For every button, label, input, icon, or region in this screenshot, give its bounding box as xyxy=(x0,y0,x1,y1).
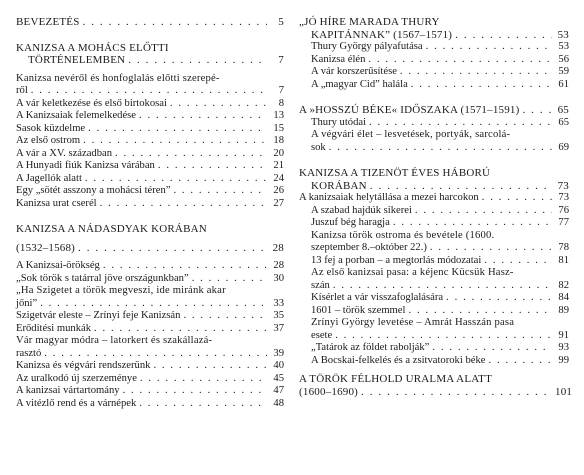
leader-dots xyxy=(173,185,267,198)
toc-item[interactable] xyxy=(299,117,569,130)
leader-dots xyxy=(44,348,267,361)
toc-item-title: „Tatárok az földet rabolják” xyxy=(311,342,430,353)
toc-item[interactable] xyxy=(16,385,284,398)
toc-item[interactable] xyxy=(16,160,284,173)
toc-chapter-mohacs[interactable] xyxy=(16,54,284,67)
leader-dots xyxy=(411,79,552,92)
toc-item[interactable] xyxy=(299,54,569,67)
page-number: 47 xyxy=(273,385,284,396)
toc-chapter-hosszu-beke[interactable] xyxy=(299,104,569,117)
toc-item[interactable] xyxy=(16,198,284,211)
toc-item[interactable] xyxy=(299,192,569,205)
toc-item[interactable] xyxy=(299,41,569,54)
page-number: 65 xyxy=(558,116,569,128)
leader-dots xyxy=(482,192,552,205)
toc-item-title: A Hunyadi fiúk Kanizsa várában xyxy=(16,160,155,171)
page-number: 65 xyxy=(557,104,569,116)
toc-item-title: Kanizsa urat cserél xyxy=(16,197,97,209)
toc-chapter-bevezetes[interactable] xyxy=(16,16,284,29)
page-number: 27 xyxy=(273,197,284,209)
leader-dots xyxy=(83,135,267,148)
page-number: 53 xyxy=(558,41,569,52)
leader-dots xyxy=(484,255,552,268)
leader-dots xyxy=(31,85,267,98)
toc-item-title: 1601 – török szemmel xyxy=(311,304,406,316)
toc-item-title: Szigetvár eleste – Zrínyi feje Kanizsán xyxy=(16,310,181,321)
toc-item-title: A vár keletkezése és első birtokosai xyxy=(16,97,167,109)
toc-item-title: Az uralkodó új szerzeménye xyxy=(16,372,137,384)
page-number: 53 xyxy=(557,28,569,41)
leader-dots xyxy=(183,310,267,323)
toc-item-line: Az első kanizsai pasa: a kéjenc Kücsük Hasz- xyxy=(311,267,514,278)
toc-item-line: A végvári élet – lesvetések, portyák, sarcolá- xyxy=(311,129,511,140)
toc-item-title: „Sok török s tatárral jöve országunkban” xyxy=(16,272,189,284)
page-number: 20 xyxy=(273,147,284,159)
page-number: 61 xyxy=(558,78,569,90)
toc-item[interactable] xyxy=(16,310,284,323)
page-number: 26 xyxy=(273,185,284,196)
page-number: 89 xyxy=(558,304,569,316)
toc-item-title: Az első ostrom xyxy=(16,135,81,146)
page-number: 56 xyxy=(558,53,569,65)
page-number: 39 xyxy=(273,347,284,359)
toc-item-title: A Kanizsaiak felemelkedése xyxy=(16,110,137,121)
leader-dots xyxy=(158,160,267,173)
toc-right-column xyxy=(299,16,573,398)
toc-item[interactable] xyxy=(16,148,284,161)
toc-item[interactable] xyxy=(299,142,569,155)
toc-item[interactable] xyxy=(16,348,284,361)
toc-item-line: Kanizsa török ostroma és bevétele (1600. xyxy=(311,229,495,241)
page-number: 40 xyxy=(273,360,284,371)
toc-item[interactable] xyxy=(299,217,569,230)
leader-dots xyxy=(446,292,552,305)
page-number: 24 xyxy=(273,172,284,184)
toc-chapter-felhold-title: A TÖRÖK FÉLHOLD URALMA ALATT xyxy=(299,373,493,385)
toc-item-title: A kanizsaiak helytállása a mezei harcokon xyxy=(299,192,479,203)
toc-item-line: Zrínyi György levetése – Amrát Hasszán pasa xyxy=(311,317,515,328)
toc-item[interactable] xyxy=(299,242,569,255)
toc-item[interactable] xyxy=(16,185,284,198)
leader-dots xyxy=(192,273,267,286)
toc-item-title: szán xyxy=(311,279,330,291)
page-number: 48 xyxy=(273,397,284,409)
page-number: 82 xyxy=(558,279,569,291)
leader-dots xyxy=(432,342,552,355)
page-number: 78 xyxy=(558,242,569,253)
page-number: 73 xyxy=(558,192,569,203)
toc-item-title: szeptember 8.–október 22.) xyxy=(311,242,427,253)
leader-dots xyxy=(140,373,267,386)
toc-item-title: Egy „sötét asszony a mohácsi téren” xyxy=(16,185,171,196)
page-number: 5 xyxy=(278,16,284,28)
toc-left-column xyxy=(16,16,284,410)
leader-dots xyxy=(170,98,267,111)
toc-item-title: Kísérlet a vár visszafoglalására xyxy=(311,292,444,303)
toc-item-title: rasztó xyxy=(16,347,42,359)
page-number: 7 xyxy=(278,85,284,96)
toc-item[interactable] xyxy=(16,135,284,148)
chapter-subtitle: (1532–1568) xyxy=(16,241,76,254)
page-number: 73 xyxy=(557,179,569,192)
leader-dots xyxy=(400,66,552,79)
toc-item[interactable] xyxy=(16,298,284,311)
toc-item[interactable] xyxy=(16,110,284,123)
toc-item[interactable] xyxy=(16,260,284,273)
toc-item[interactable] xyxy=(16,98,284,111)
toc-item-title: Erődítési munkák xyxy=(16,322,92,334)
chapter-title: KORÁBAN xyxy=(311,179,367,192)
leader-dots xyxy=(333,280,552,293)
page-number: 76 xyxy=(558,204,569,216)
page-number: 13 xyxy=(273,110,284,121)
toc-item-line: Kanizsa nevéről és honfoglalás előtti szerepé- xyxy=(16,72,220,84)
leader-dots xyxy=(139,398,267,411)
toc-item[interactable] xyxy=(299,66,569,79)
toc-item[interactable] xyxy=(16,123,284,136)
toc-item[interactable] xyxy=(16,398,284,411)
leader-dots xyxy=(455,29,552,42)
toc-item[interactable] xyxy=(299,305,569,318)
toc-item-title: esete xyxy=(311,329,333,341)
page-number: 30 xyxy=(273,272,284,284)
toc-item-title: A vár a XV. században xyxy=(16,147,112,159)
toc-chapter-nadasdy-title: KANIZSA A NÁDASDYAK KORÁBAN xyxy=(16,223,207,235)
toc-item-title: A Kanizsai-örökség xyxy=(16,260,100,271)
toc-item-title: Thury utódai xyxy=(311,116,367,128)
toc-item[interactable] xyxy=(16,373,284,386)
leader-dots xyxy=(83,16,267,29)
chapter-subtitle: (1600–1690) xyxy=(299,385,359,398)
toc-item-title: jőni” xyxy=(16,297,38,309)
page-number: 21 xyxy=(273,160,284,171)
leader-dots xyxy=(393,217,552,230)
toc-item[interactable] xyxy=(299,205,569,218)
leader-dots xyxy=(103,260,267,273)
toc-chapter-mohacs-title: KANIZSA A MOHÁCS ELŐTTI xyxy=(16,41,169,54)
leader-dots xyxy=(361,386,552,399)
leader-dots xyxy=(408,305,552,318)
toc-item-title: A Jagellók alatt xyxy=(16,172,82,184)
chapter-title: A »HOSSZÚ BÉKE« IDŐSZAKA (1571–1591) xyxy=(299,104,520,116)
toc-item-line: Vár magyar módra – latorkert és szakállazá- xyxy=(16,335,213,346)
toc-chapter-tizenot-eves[interactable] xyxy=(299,180,569,193)
toc-item[interactable] xyxy=(16,173,284,186)
chapter-title: KAPITÁNNAK” (1567–1571) xyxy=(311,28,453,41)
toc-item-title: Kanizsa élén xyxy=(311,53,366,65)
leader-dots xyxy=(115,148,267,161)
leader-dots xyxy=(78,242,267,255)
toc-item-title: Thury György pályafutása xyxy=(311,41,423,52)
leader-dots xyxy=(369,117,552,130)
page-number: 101 xyxy=(555,385,573,398)
leader-dots xyxy=(370,180,552,193)
toc-item[interactable] xyxy=(299,79,569,92)
toc-item[interactable] xyxy=(16,85,284,98)
page-number: 91 xyxy=(558,329,569,341)
page-number: 93 xyxy=(558,342,569,353)
toc-item-line: „Ha Szigetet a török megveszi, ide miránk akar xyxy=(16,285,226,296)
leader-dots xyxy=(153,360,267,373)
leader-dots xyxy=(522,104,552,117)
toc-chapter-thury[interactable] xyxy=(299,29,569,42)
leader-dots xyxy=(430,242,552,255)
toc-item[interactable] xyxy=(299,342,569,355)
toc-chapter-nadasdy[interactable] xyxy=(16,242,284,255)
toc-item[interactable] xyxy=(299,255,569,268)
chapter-title: TÖRTÉNELEMBEN xyxy=(28,54,126,66)
leader-dots xyxy=(329,142,552,155)
page-number: 81 xyxy=(558,254,569,266)
leader-dots xyxy=(100,198,267,211)
page-number: 7 xyxy=(278,54,284,66)
page-number: 15 xyxy=(273,122,284,134)
leader-dots xyxy=(139,110,267,123)
toc-item[interactable] xyxy=(16,360,284,373)
page-number: 45 xyxy=(273,372,284,384)
toc-item-title: A szabad hajdúk sikerei xyxy=(311,204,412,216)
toc-chapter-thury-title: „JÓ HÍRE MARADA THURY xyxy=(299,16,440,28)
page-number: 99 xyxy=(558,354,569,366)
leader-dots xyxy=(426,41,552,54)
toc-chapter-tizenot-eves-title: KANIZSA A TIZENÖT ÉVES HÁBORÚ xyxy=(299,167,491,179)
leader-dots xyxy=(88,123,267,136)
toc-item-title: Juszuf bég haragja xyxy=(311,217,390,228)
toc-item[interactable] xyxy=(299,280,569,293)
toc-item[interactable] xyxy=(299,355,569,368)
leader-dots xyxy=(415,205,552,218)
leader-dots xyxy=(128,54,267,67)
page-number: 84 xyxy=(558,292,569,303)
page-number: 8 xyxy=(278,97,284,109)
toc-item-title: A „magyar Cid” halála xyxy=(311,78,408,90)
leader-dots xyxy=(368,54,552,67)
page-number: 18 xyxy=(273,135,284,146)
toc-item[interactable] xyxy=(16,273,284,286)
page-number: 28 xyxy=(273,260,284,271)
page-number: 35 xyxy=(273,310,284,321)
leader-dots xyxy=(488,355,552,368)
leader-dots xyxy=(94,323,267,336)
toc-item-title: Sasok küzdelme xyxy=(16,122,86,134)
page-number: 33 xyxy=(273,297,284,309)
page-number: 69 xyxy=(558,141,569,153)
page-number: 37 xyxy=(273,322,284,334)
page-number: 28 xyxy=(272,241,284,254)
leader-dots xyxy=(40,298,267,311)
toc-chapter-felhold[interactable] xyxy=(299,385,573,399)
toc-item-title: ről xyxy=(16,85,28,96)
leader-dots xyxy=(335,330,552,343)
toc-item-title: sok xyxy=(311,141,326,153)
toc-item-title: 13 fej a porban – a megtorlás módozatai xyxy=(311,254,482,266)
toc-item[interactable] xyxy=(299,330,569,343)
toc-item-title: Kanizsa és végvári rendszerünk xyxy=(16,360,151,371)
toc-item-title: A vitézlő rend és a várnépek xyxy=(16,397,137,409)
toc-item[interactable] xyxy=(16,323,284,336)
toc-item-title: A kanizsai vártartomány xyxy=(16,385,120,396)
toc-item[interactable] xyxy=(299,292,569,305)
leader-dots xyxy=(85,173,267,186)
leader-dots xyxy=(123,385,267,398)
chapter-title: BEVEZETÉS xyxy=(16,16,80,28)
page-number: 59 xyxy=(558,66,569,77)
toc-item-title: A Bocskai-felkelés és a zsitvatoroki béke xyxy=(311,354,486,366)
page-number: 77 xyxy=(558,217,569,228)
toc-item-title: A vár korszerűsítése xyxy=(311,66,397,77)
